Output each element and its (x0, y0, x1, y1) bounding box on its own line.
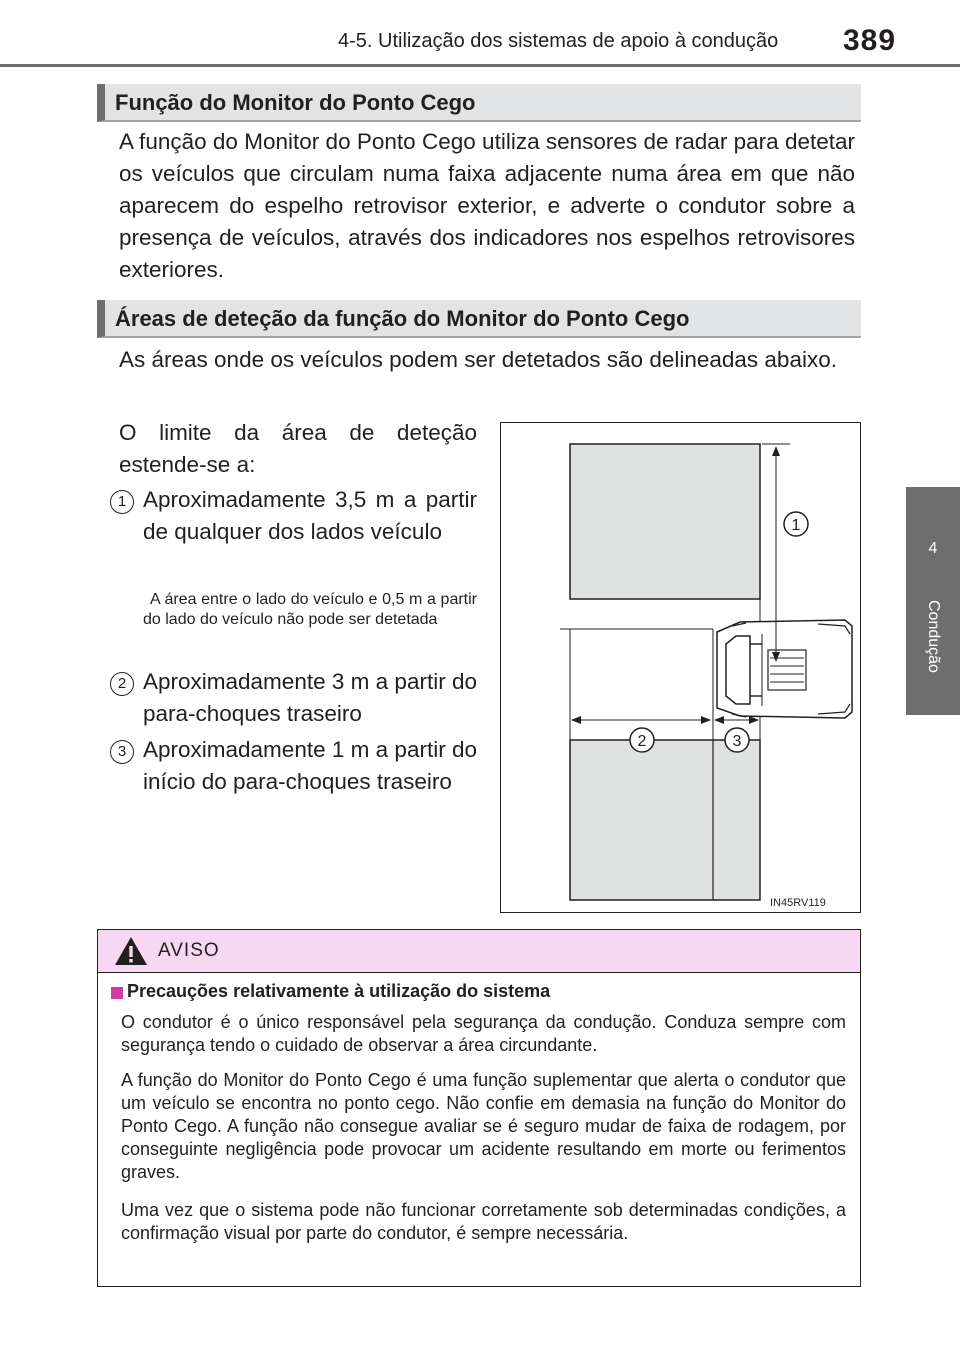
warning-bullet-square (111, 987, 123, 999)
item-text-1: Aproximadamente 3,5 m a partir de qualquer dos lados veículo (143, 487, 477, 544)
page-number: 389 (843, 24, 897, 57)
item-text-2: Aproximadamente 3 m a partir do para-choques traseiro (143, 669, 477, 726)
detection-area-illustration (500, 422, 861, 913)
detection-limit-intro: O limite da área de deteção estende-se a: (119, 420, 477, 477)
warning-subheading: Precauções relativamente à utilização do sistema (127, 981, 551, 1001)
header-rule (0, 64, 960, 67)
chapter-label (906, 600, 960, 720)
diagram-label-1: 1 (791, 517, 801, 534)
diagram-code: IN45RV119 (770, 897, 826, 909)
zone-rear-area (570, 740, 760, 900)
item-1-note: A área entre o lado do veículo e 0,5 m a partir do lado do veículo não pode ser detetada (143, 591, 477, 628)
chapter-number: 4 (928, 540, 938, 557)
section-heading-detection-areas (97, 300, 861, 338)
function-description: A função do Monitor do Ponto Cego utiliza sensores de radar para detetar os veículos que circulam numa faixa adjacente numa área em que não aparecem do espelho retrovisor exterior, e adverte o condutor sobre a presença de veículos, através dos indicadores nos espelhos retrovisores exteriores. (119, 129, 855, 282)
warning-paragraph-1: O condutor é o único responsável pela segurança da condução. Conduza sempre com segurança tendo o cuidado de observar a área circundante. (121, 1012, 846, 1055)
warning-triangle-icon (113, 935, 149, 967)
warning-title: AVISO (158, 940, 220, 961)
warning-paragraph-2: A função do Monitor do Ponto Cego é uma função suplementar que alerta o condutor que um veículo se encontra no ponto cego. Não confie em demasia na função do Monitor do Ponto Cego. A função não consegue avaliar se é seguro mudar de faixa de rodagem, por conseguinte negligência pode provocar um acidente resultando em morte ou ferimentos graves. (121, 1070, 846, 1182)
detection-areas-intro: As áreas onde os veículos podem ser detetados são delineadas abaixo. (119, 347, 837, 372)
item-number-3: 3 (110, 740, 134, 764)
section-heading-function (97, 84, 861, 122)
item-number-1: 1 (110, 490, 134, 514)
warning-paragraph-3: Uma vez que o sistema pode não funcionar corretamente sob determinadas condições, a confirmação visual por parte do condutor, é sempre necessária. (121, 1200, 846, 1243)
chapter-label-text: Condução (925, 600, 942, 673)
dimension-2-3 (571, 716, 759, 724)
diagram-label-3: 3 (732, 733, 742, 750)
diagram-label-2: 2 (637, 733, 647, 750)
running-header-section: 4-5. Utilização dos sistemas de apoio à condução (338, 30, 779, 52)
section-heading-detection-areas-text: Áreas de deteção da função do Monitor do Ponto Cego (115, 306, 690, 331)
zone-side-area (570, 444, 760, 599)
vehicle-icon (717, 620, 852, 718)
section-heading-function-text: Função do Monitor do Ponto Cego (115, 90, 476, 115)
item-number-2: 2 (110, 672, 134, 696)
item-text-3: Aproximadamente 1 m a partir do início do para-choques traseiro (143, 737, 477, 794)
